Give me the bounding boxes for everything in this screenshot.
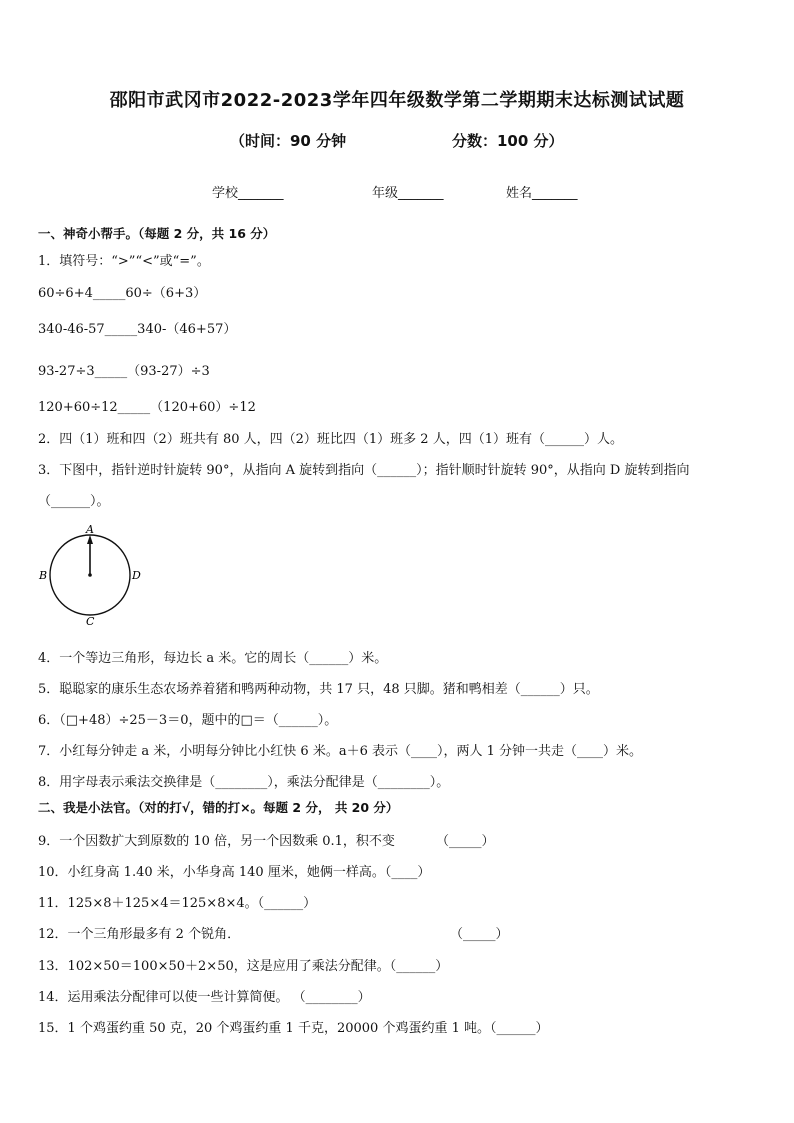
exam-time: （时间：90 分钟 (230, 132, 347, 150)
question-9-answer[interactable]: （_____） (436, 834, 495, 849)
label-b: B (39, 569, 48, 582)
section-1-heading: 一、神奇小帮手。（每题 2 分，共 16 分） (38, 226, 276, 241)
section-2-heading: 二、我是小法官。（对的打√，错的打×。每题 2 分， 共 20 分） (38, 800, 399, 815)
question-13[interactable]: 13．102×50＝100×50＋2×50，这是应用了乘法分配律。（______） (38, 959, 449, 974)
question-3[interactable]: 3．下图中，指针逆时针旋转 90°，从指向 A 旋转到指向（______）；指针顺时针旋转 90°，从指向 D 旋转到指向 (38, 463, 690, 478)
question-1a[interactable]: 60÷6+4_____60÷（6+3） (38, 286, 207, 301)
clock-diagram (36, 522, 146, 628)
question-12-answer[interactable]: （_____） (450, 927, 509, 942)
question-1: 1．填符号：“>”“<”或“=”。 (38, 254, 210, 269)
grade-field[interactable]: 年级_______ (372, 186, 444, 201)
label-c: C (86, 615, 95, 628)
question-4[interactable]: 4．一个等边三角形，每边长 a 米。它的周长（______）米。 (38, 651, 388, 666)
question-10[interactable]: 10．小红身高 1.40 米，小华身高 140 厘米，她俩一样高。（____） (38, 865, 431, 880)
question-6[interactable]: 6．（□+48）÷25－3＝0，题中的□＝（______）。 (38, 713, 338, 728)
exam-score: 分数：100 分） (452, 132, 564, 150)
question-1c[interactable]: 93-27÷3_____（93-27）÷3 (38, 364, 210, 379)
question-3-continued[interactable]: （______）。 (38, 494, 110, 509)
question-14[interactable]: 14．运用乘法分配律可以使一些计算简便。 （________） (38, 990, 371, 1005)
school-field[interactable]: 学校_______ (212, 186, 284, 201)
question-12: 12．一个三角形最多有 2 个锐角． (38, 927, 241, 942)
label-d: D (132, 569, 141, 582)
question-11[interactable]: 11．125×8＋125×4＝125×8×4。（______） (38, 896, 317, 911)
name-field[interactable]: 姓名_______ (506, 186, 578, 201)
label-a: A (86, 523, 94, 536)
question-15[interactable]: 15．1 个鸡蛋约重 50 克，20 个鸡蛋约重 1 千克，20000 个鸡蛋约重 1 吨。（______） (38, 1021, 549, 1036)
question-1b[interactable]: 340-46-57_____340-（46+57） (38, 322, 237, 337)
question-9: 9．一个因数扩大到原数的 10 倍，另一个因数乘 0.1，积不变 (38, 834, 395, 849)
page-title: 邵阳市武冈市2022-2023学年四年级数学第二学期期末达标测试试题 (109, 90, 685, 111)
question-7[interactable]: 7．小红每分钟走 a 米，小明每分钟比小红快 6 米。a＋6 表示（____），两人 1 分钟一共走（____）米。 (38, 744, 643, 759)
question-1d[interactable]: 120+60÷12_____（120+60）÷12 (38, 400, 256, 415)
question-8[interactable]: 8．用字母表示乘法交换律是（________），乘法分配律是（________）。 (38, 775, 450, 790)
question-5[interactable]: 5．聪聪家的康乐生态农场养着猪和鸭两种动物，共 17 只，48 只脚。猪和鸭相差（______）只。 (38, 682, 599, 697)
question-2[interactable]: 2．四（1）班和四（2）班共有 80 人，四（2）班比四（1）班多 2 人，四（1）班有（______）人。 (38, 432, 623, 447)
